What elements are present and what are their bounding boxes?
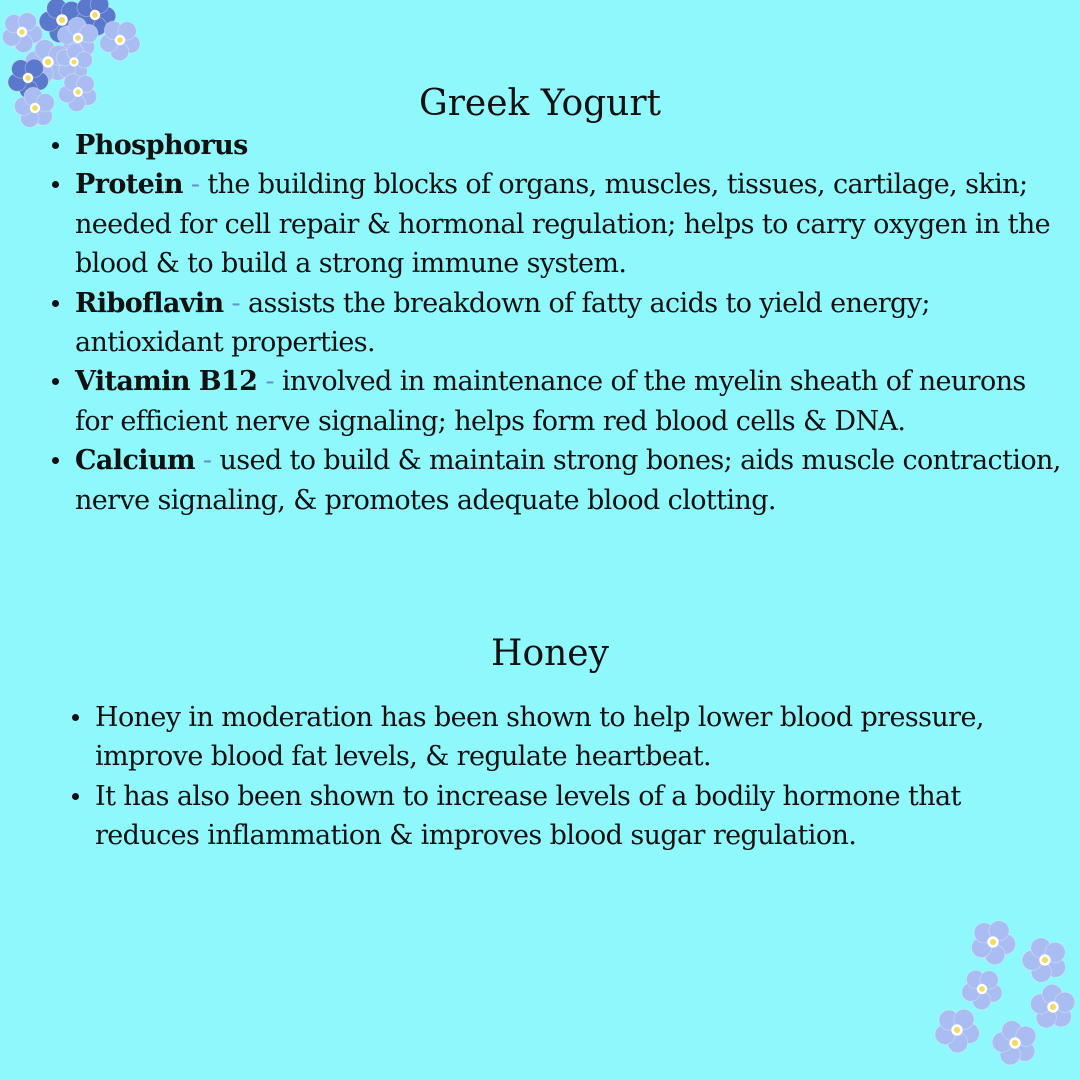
separator: - bbox=[223, 287, 249, 319]
flower-cluster-bottom-right-icon bbox=[925, 915, 1080, 1080]
list-item bbox=[75, 126, 1065, 165]
nutrient-name: Calcium bbox=[75, 445, 195, 477]
separator: - bbox=[182, 169, 208, 201]
honey-benefit-list bbox=[95, 698, 1055, 856]
nutrient-name: Protein bbox=[75, 169, 183, 201]
list-item bbox=[75, 441, 1065, 520]
nutrient-name: Phosphorus bbox=[75, 130, 248, 161]
nutrient-description: the building blocks of organs, muscles, tissues, cartilage, skin; needed for cell repair & hormonal regulation; helps to carry oxygen in the blood & to build a strong immune system. bbox=[75, 169, 1051, 280]
flower-icon bbox=[958, 964, 1009, 1015]
flower-icon bbox=[969, 917, 1019, 968]
list-item bbox=[75, 165, 1065, 283]
nutrient-description: used to build & maintain strong bones; aids muscle contraction, nerve signaling, & promotes adequate blood clotting. bbox=[75, 445, 1061, 516]
separator: - bbox=[257, 366, 282, 398]
list-item bbox=[75, 362, 1065, 441]
separator: - bbox=[194, 445, 220, 477]
list-item bbox=[75, 284, 1065, 363]
greek-yogurt-title: Greek Yogurt bbox=[418, 83, 662, 124]
flower-icon bbox=[1015, 930, 1076, 991]
nutrient-name: Riboflavin bbox=[75, 287, 224, 319]
list-item: Honey in moderation has been shown to help lower blood pressure, improve blood fat levels, & regulate heartbeat. bbox=[95, 698, 1055, 777]
nutrient-description: involved in maintenance of the myelin sheath of neurons for efficient nerve signaling; helps form red blood cells & DNA. bbox=[75, 366, 1026, 437]
greek-yogurt-nutrient-list bbox=[75, 126, 1065, 520]
nutrient-name: Vitamin B12 bbox=[75, 366, 258, 398]
list-item: It has also been shown to increase levels of a bodily hormone that reduces inflammation & improves blood sugar regulation. bbox=[95, 777, 1055, 856]
honey-title: Honey bbox=[491, 633, 609, 674]
nutrient-description: assists the breakdown of fatty acids to yield energy; antioxidant properties. bbox=[75, 287, 930, 359]
flower-icon bbox=[931, 1003, 984, 1057]
